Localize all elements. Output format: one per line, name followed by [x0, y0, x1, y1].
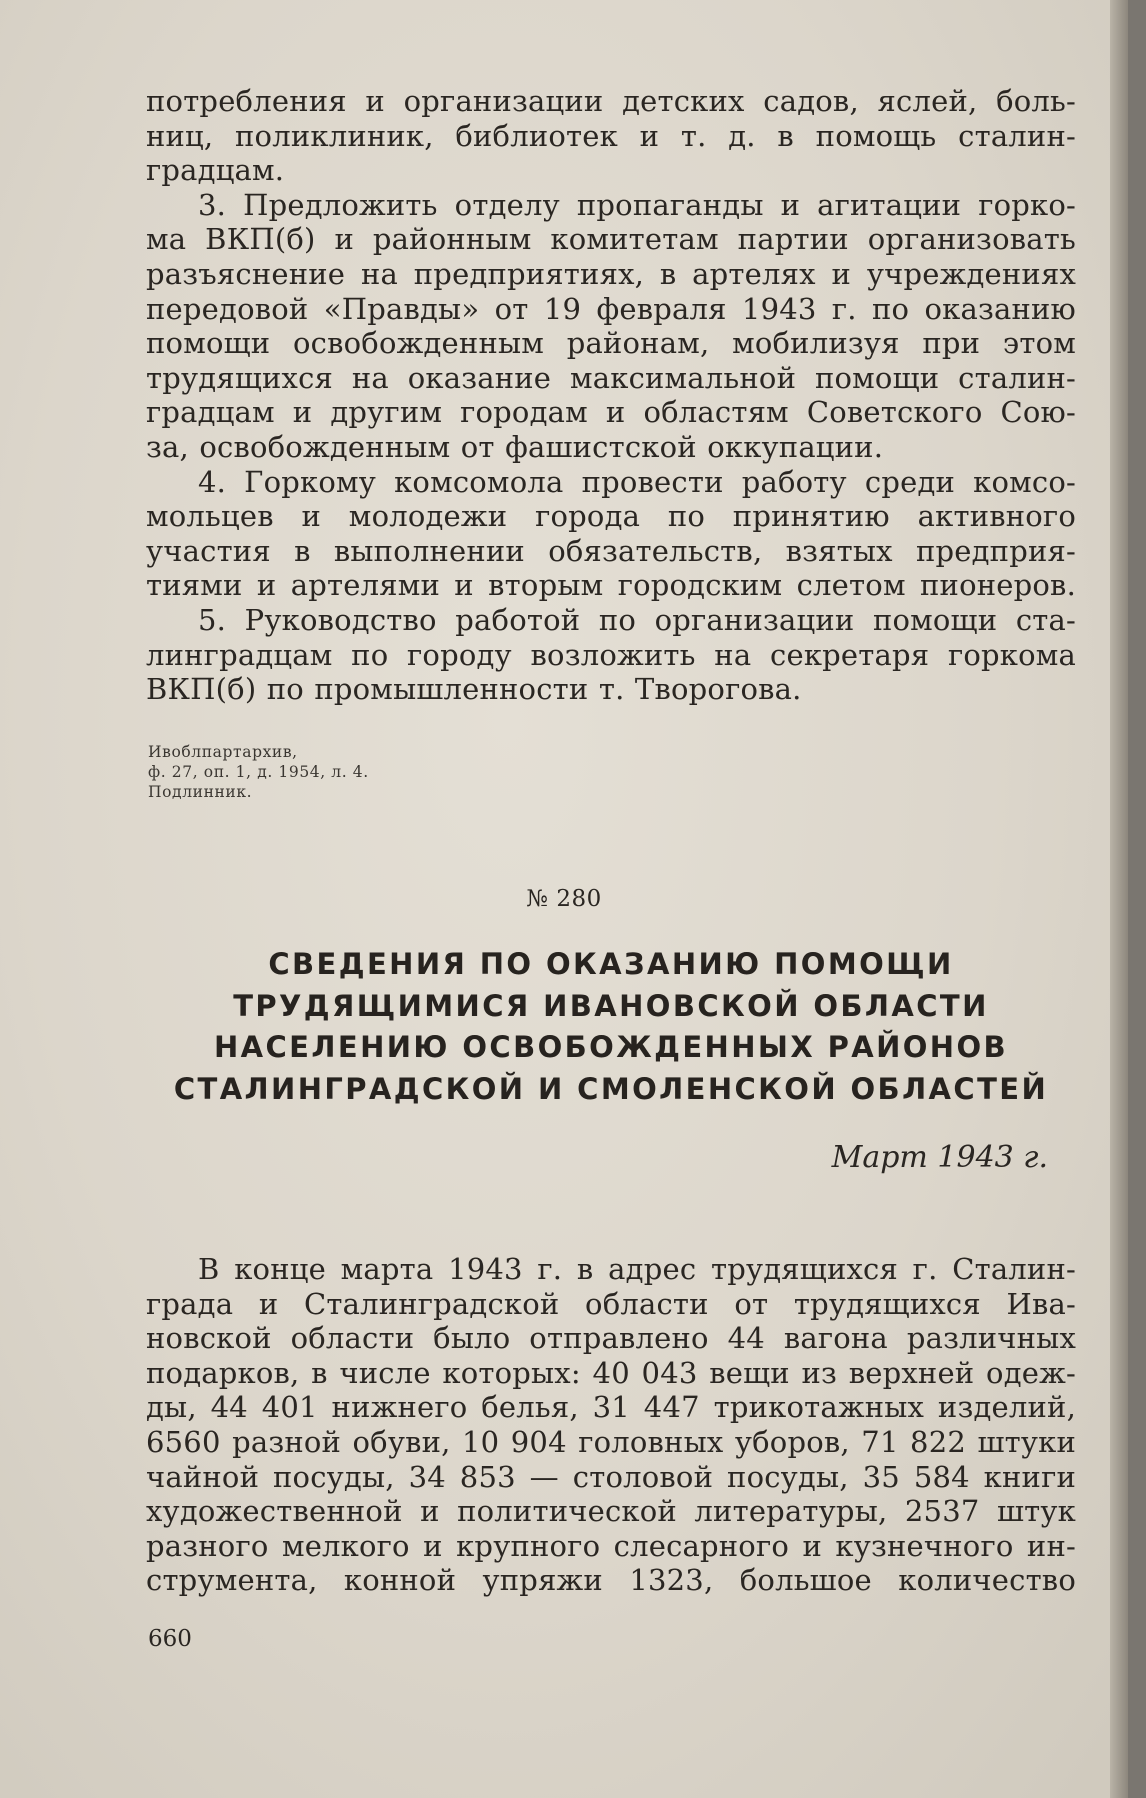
text-line: ВКП(б) по промышленности т. Творогова.	[146, 672, 802, 707]
title-line: ТРУДЯЩИМИСЯ ИВАНОВСКОЙ ОБЛАСТИ	[233, 988, 989, 1023]
text-line: помощи освобожденным районам, мобилизуя при этом	[146, 326, 1076, 361]
text-line: градцам.	[146, 153, 285, 188]
text-line: линградцам по городу возложить на секретаря горкома	[146, 637, 1076, 672]
text-line: подарков, в числе которых: 40 043 вещи из верхней одеж-	[146, 1355, 1076, 1390]
text-line: мольцев и молодежи города по принятию активного	[146, 499, 1076, 534]
text-line: тиями и артелями и вторым городским слетом пионеров.	[146, 568, 1076, 603]
text-line: ды, 44 401 нижнего белья, 31 447 трикотажных изделий,	[146, 1390, 1076, 1425]
archive-source-note	[148, 742, 369, 802]
page-number: 660	[148, 1626, 192, 1652]
text-line: за, освобожденным от фашистской оккупации.	[146, 429, 884, 464]
text-line: трудящихся на оказание максимальной помощи сталин-	[146, 360, 1076, 395]
document-number: № 280	[526, 886, 602, 912]
top-text-section	[146, 84, 1076, 707]
text-line: разного мелкого и крупного слесарного и кузнечного ин-	[146, 1528, 1076, 1563]
text-line: потребления и организации детских садов, яслей, боль-	[146, 84, 1076, 118]
source-line: Подлинник.	[148, 783, 253, 801]
text-line: струмента, конной упряжи 1323, большое количество	[146, 1563, 1076, 1598]
document-date: Март 1943 г.	[831, 1140, 1048, 1175]
text-line: 6560 разной обуви, 10 904 головных уборов, 71 822 штуки	[146, 1424, 1076, 1459]
text-line: ниц, поликлиник, библиотек и т. д. в помощь сталин-	[146, 118, 1076, 153]
text-line: участия в выполнении обязательств, взятых предприя-	[146, 533, 1076, 568]
text-line: 5. Руководство работой по организации помощи ста-	[198, 602, 1076, 637]
text-line: градцам и другим городам и областям Советского Сою-	[146, 395, 1076, 430]
text-line: чайной посуды, 34 853 — столовой посуды, 35 584 книги	[146, 1459, 1076, 1494]
text-line: 4. Горкому комсомола провести работу среди комсо-	[198, 464, 1076, 499]
title-line: СТАЛИНГРАДСКОЙ И СМОЛЕНСКОЙ ОБЛАСТЕЙ	[173, 1071, 1049, 1106]
text-line: новской области было отправлено 44 вагона различных	[146, 1321, 1076, 1356]
source-line: ф. 27, оп. 1, д. 1954, л. 4.	[148, 763, 369, 781]
title-line: НАСЕЛЕНИЮ ОСВОБОЖДЕННЫХ РАЙОНОВ	[213, 1030, 1009, 1064]
title-line: СВЕДЕНИЯ ПО ОКАЗАНИЮ ПОМОЩИ	[268, 947, 954, 981]
bottom-text-section	[146, 1252, 1076, 1598]
text-line: ма ВКП(б) и районным комитетам партии организовать	[146, 222, 1076, 257]
text-line: художественной и политической литературы, 2537 штук	[146, 1494, 1076, 1529]
text-line: В конце марта 1943 г. в адрес трудящихся г. Сталин-	[198, 1252, 1076, 1286]
text-line: града и Сталинградской области от трудящихся Ива-	[146, 1286, 1076, 1321]
source-line: Ивоблпартархив,	[148, 743, 298, 761]
text-line: разъяснение на предприятиях, в артелях и учреждениях	[146, 256, 1076, 291]
text-line: передовой «Правды» от 19 февраля 1943 г. по оказанию	[146, 291, 1076, 326]
text-line: 3. Предложить отделу пропаганды и агитации горко-	[198, 187, 1076, 222]
document-title	[146, 944, 1076, 1110]
